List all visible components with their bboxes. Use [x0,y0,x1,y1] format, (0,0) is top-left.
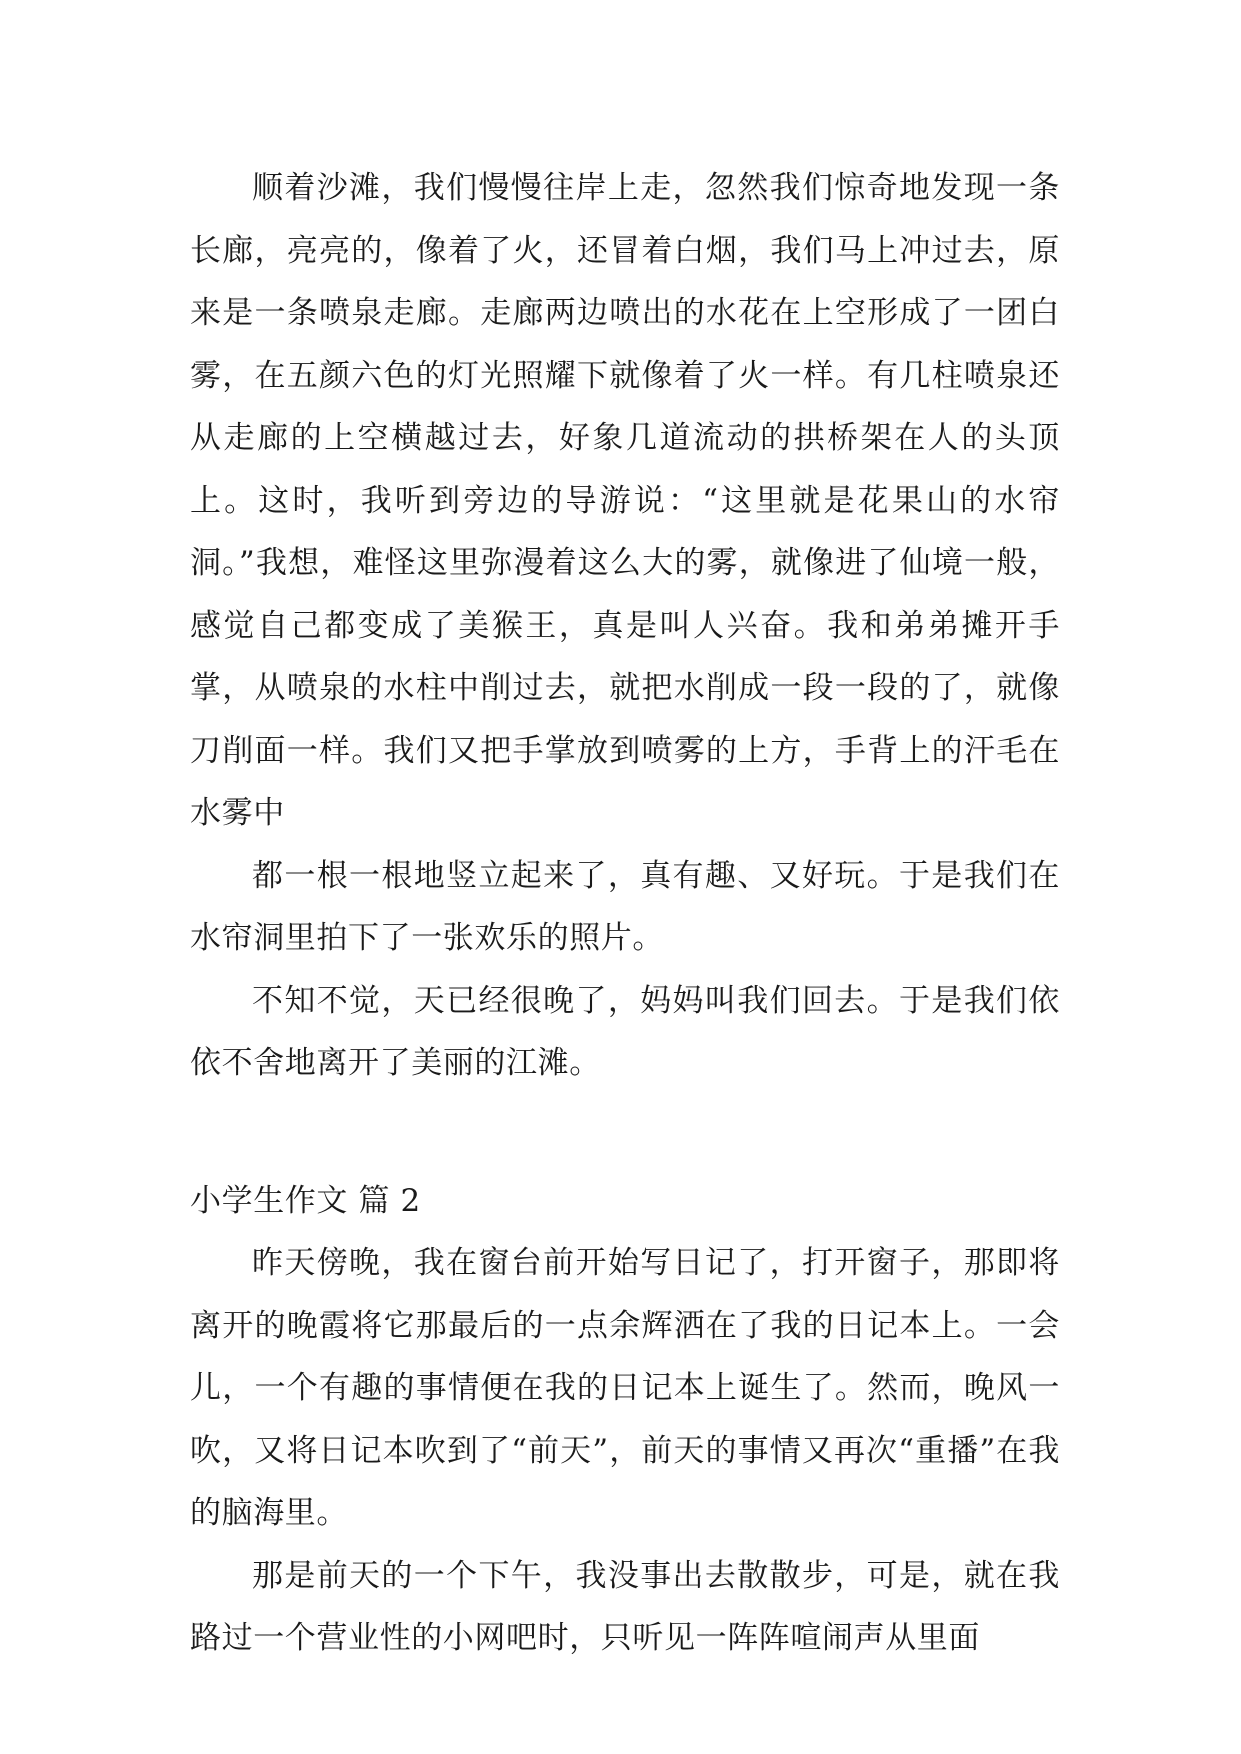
paragraph-fountain-corridor: 顺着沙滩，我们慢慢往岸上走，忽然我们惊奇地发现一条长廊，亮亮的，像着了火，还冒着白烟，我们马上冲过去，原来是一条喷泉走廊。走廊两边喷出的水花在上空形成了一团白雾，在五颜六色的灯光照耀下就像着了火一样。有几柱喷泉还从走廊的上空横越过去，好象几道流动的拱桥架在人的头顶上。这时，我听到旁边的导游说：“这里就是花果山的水帘洞。”我想，难怪这里弥漫着这么大的雾，就像进了仙境一般，感觉自己都变成了美猴王，真是叫人兴奋。我和弟弟摊开手掌，从喷泉的水柱中削过去，就把水削成一段一段的了，就像刀削面一样。我们又把手掌放到喷雾的上方，手背上的汗毛在水雾中 [190,170,1060,831]
paragraph-hairs-standing: 都一根一根地竖立起来了，真有趣、又好玩。于是我们在水帘洞里拍下了一张欢乐的照片。 [190,857,1060,956]
paragraph-diary-evening: 昨天傍晚，我在窗台前开始写日记了，打开窗子，那即将离开的晚霞将它那最后的一点余辉洒在了我的日记本上。一会儿，一个有趣的事情便在我的日记本上诞生了。然而，晚风一吹，又将日记本吹到了“前天”，前天的事情又再次“重播”在我的脑海里。 [190,1245,1060,1531]
paragraph-afternoon-walk: 那是前天的一个下午，我没事出去散散步，可是，就在我路过一个营业性的小网吧时，只听见一阵阵喧闹声从里面 [190,1557,1060,1656]
document-body [190,157,1060,1670]
section-heading: 小学生作文 篇 2 [190,1182,421,1219]
paragraph-leaving-beach: 不知不觉，天已经很晚了，妈妈叫我们回去。于是我们依依不舍地离开了美丽的江滩。 [190,982,1060,1081]
